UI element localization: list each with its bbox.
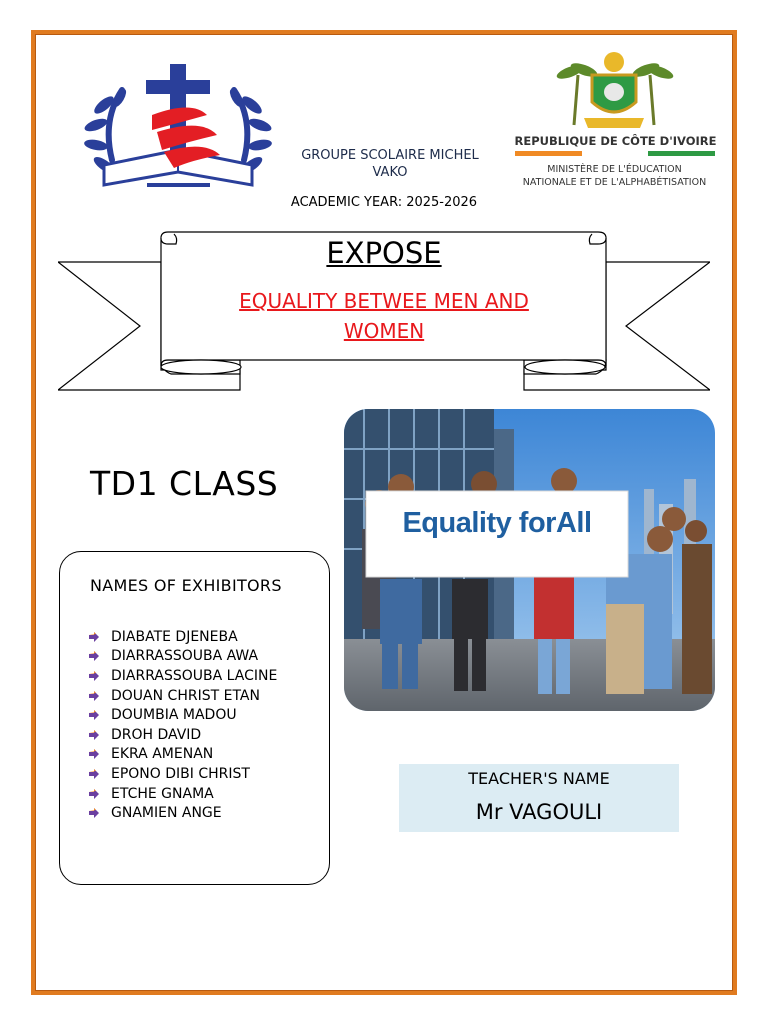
list-item (88, 666, 277, 686)
exhibitors-title: NAMES OF EXHIBITORS (90, 576, 282, 595)
page-title: EXPOSE (326, 236, 442, 270)
equality-photo (344, 409, 715, 711)
list-item (88, 647, 277, 667)
exhibitor-name: GNAMIEN ANGE (111, 805, 222, 822)
arrow-bullet-icon (88, 670, 111, 682)
list-item (88, 627, 277, 647)
arrow-bullet-icon (88, 650, 111, 662)
exhibitor-name: EKRA AMENAN (111, 746, 214, 763)
exhibitor-name: DIABATE DJENEBA (111, 628, 238, 645)
academic-year: ACADEMIC YEAR: 2025-2026 (290, 195, 478, 210)
teacher-label: TEACHER'S NAME (468, 769, 610, 788)
list-item (88, 784, 277, 804)
exhibitor-list (88, 627, 277, 823)
list-item (88, 803, 277, 823)
arrow-bullet-icon (88, 631, 111, 643)
list-item (88, 764, 277, 784)
exhibitor-name: DOUMBIA MADOU (111, 707, 237, 724)
flag-stripe (515, 151, 715, 156)
arrow-bullet-icon (88, 729, 111, 741)
coat-of-arms-icon (512, 50, 717, 132)
list-item (88, 745, 277, 765)
arrow-bullet-icon (88, 709, 111, 721)
ministry-line-2: NATIONALE ET DE L'ALPHABÉTISATION (522, 177, 707, 188)
school-logo (82, 60, 274, 200)
subject-title: EQUALITY BETWEE MEN AND WOMEN (239, 289, 529, 343)
arrow-bullet-icon (88, 768, 111, 780)
exhibitor-name: EPONO DIBI CHRIST (111, 765, 250, 782)
arrow-bullet-icon (88, 748, 111, 760)
exhibitor-name: DIARRASSOUBA LACINE (111, 667, 278, 684)
exhibitor-name: ETCHE GNAMA (111, 785, 214, 802)
exhibitor-name: DIARRASSOUBA AWA (111, 648, 259, 665)
arrow-bullet-icon (88, 788, 111, 800)
exhibitor-name: DROH DAVID (111, 726, 202, 743)
list-item (88, 686, 277, 706)
ministry-line-1: MINISTÈRE DE L'ÉDUCATION (547, 164, 682, 175)
teacher-box (399, 764, 679, 832)
arrow-bullet-icon (88, 807, 111, 819)
list-item (88, 725, 277, 745)
arrow-bullet-icon (88, 690, 111, 702)
teacher-name: Mr VAGOULI (475, 800, 603, 824)
list-item (88, 705, 277, 725)
exhibitor-name: DOUAN CHRIST ETAN (111, 687, 260, 704)
photo-banner-text: Equality forAll (402, 507, 592, 539)
class-label: TD1 CLASS (90, 464, 279, 503)
ministry-logo (512, 50, 717, 195)
republic-label: REPUBLIQUE DE CÔTE D'IVOIRE (514, 134, 717, 148)
photo-illustration (344, 409, 715, 711)
school-name: GROUPE SCOLAIRE MICHEL VAKO (301, 148, 479, 180)
